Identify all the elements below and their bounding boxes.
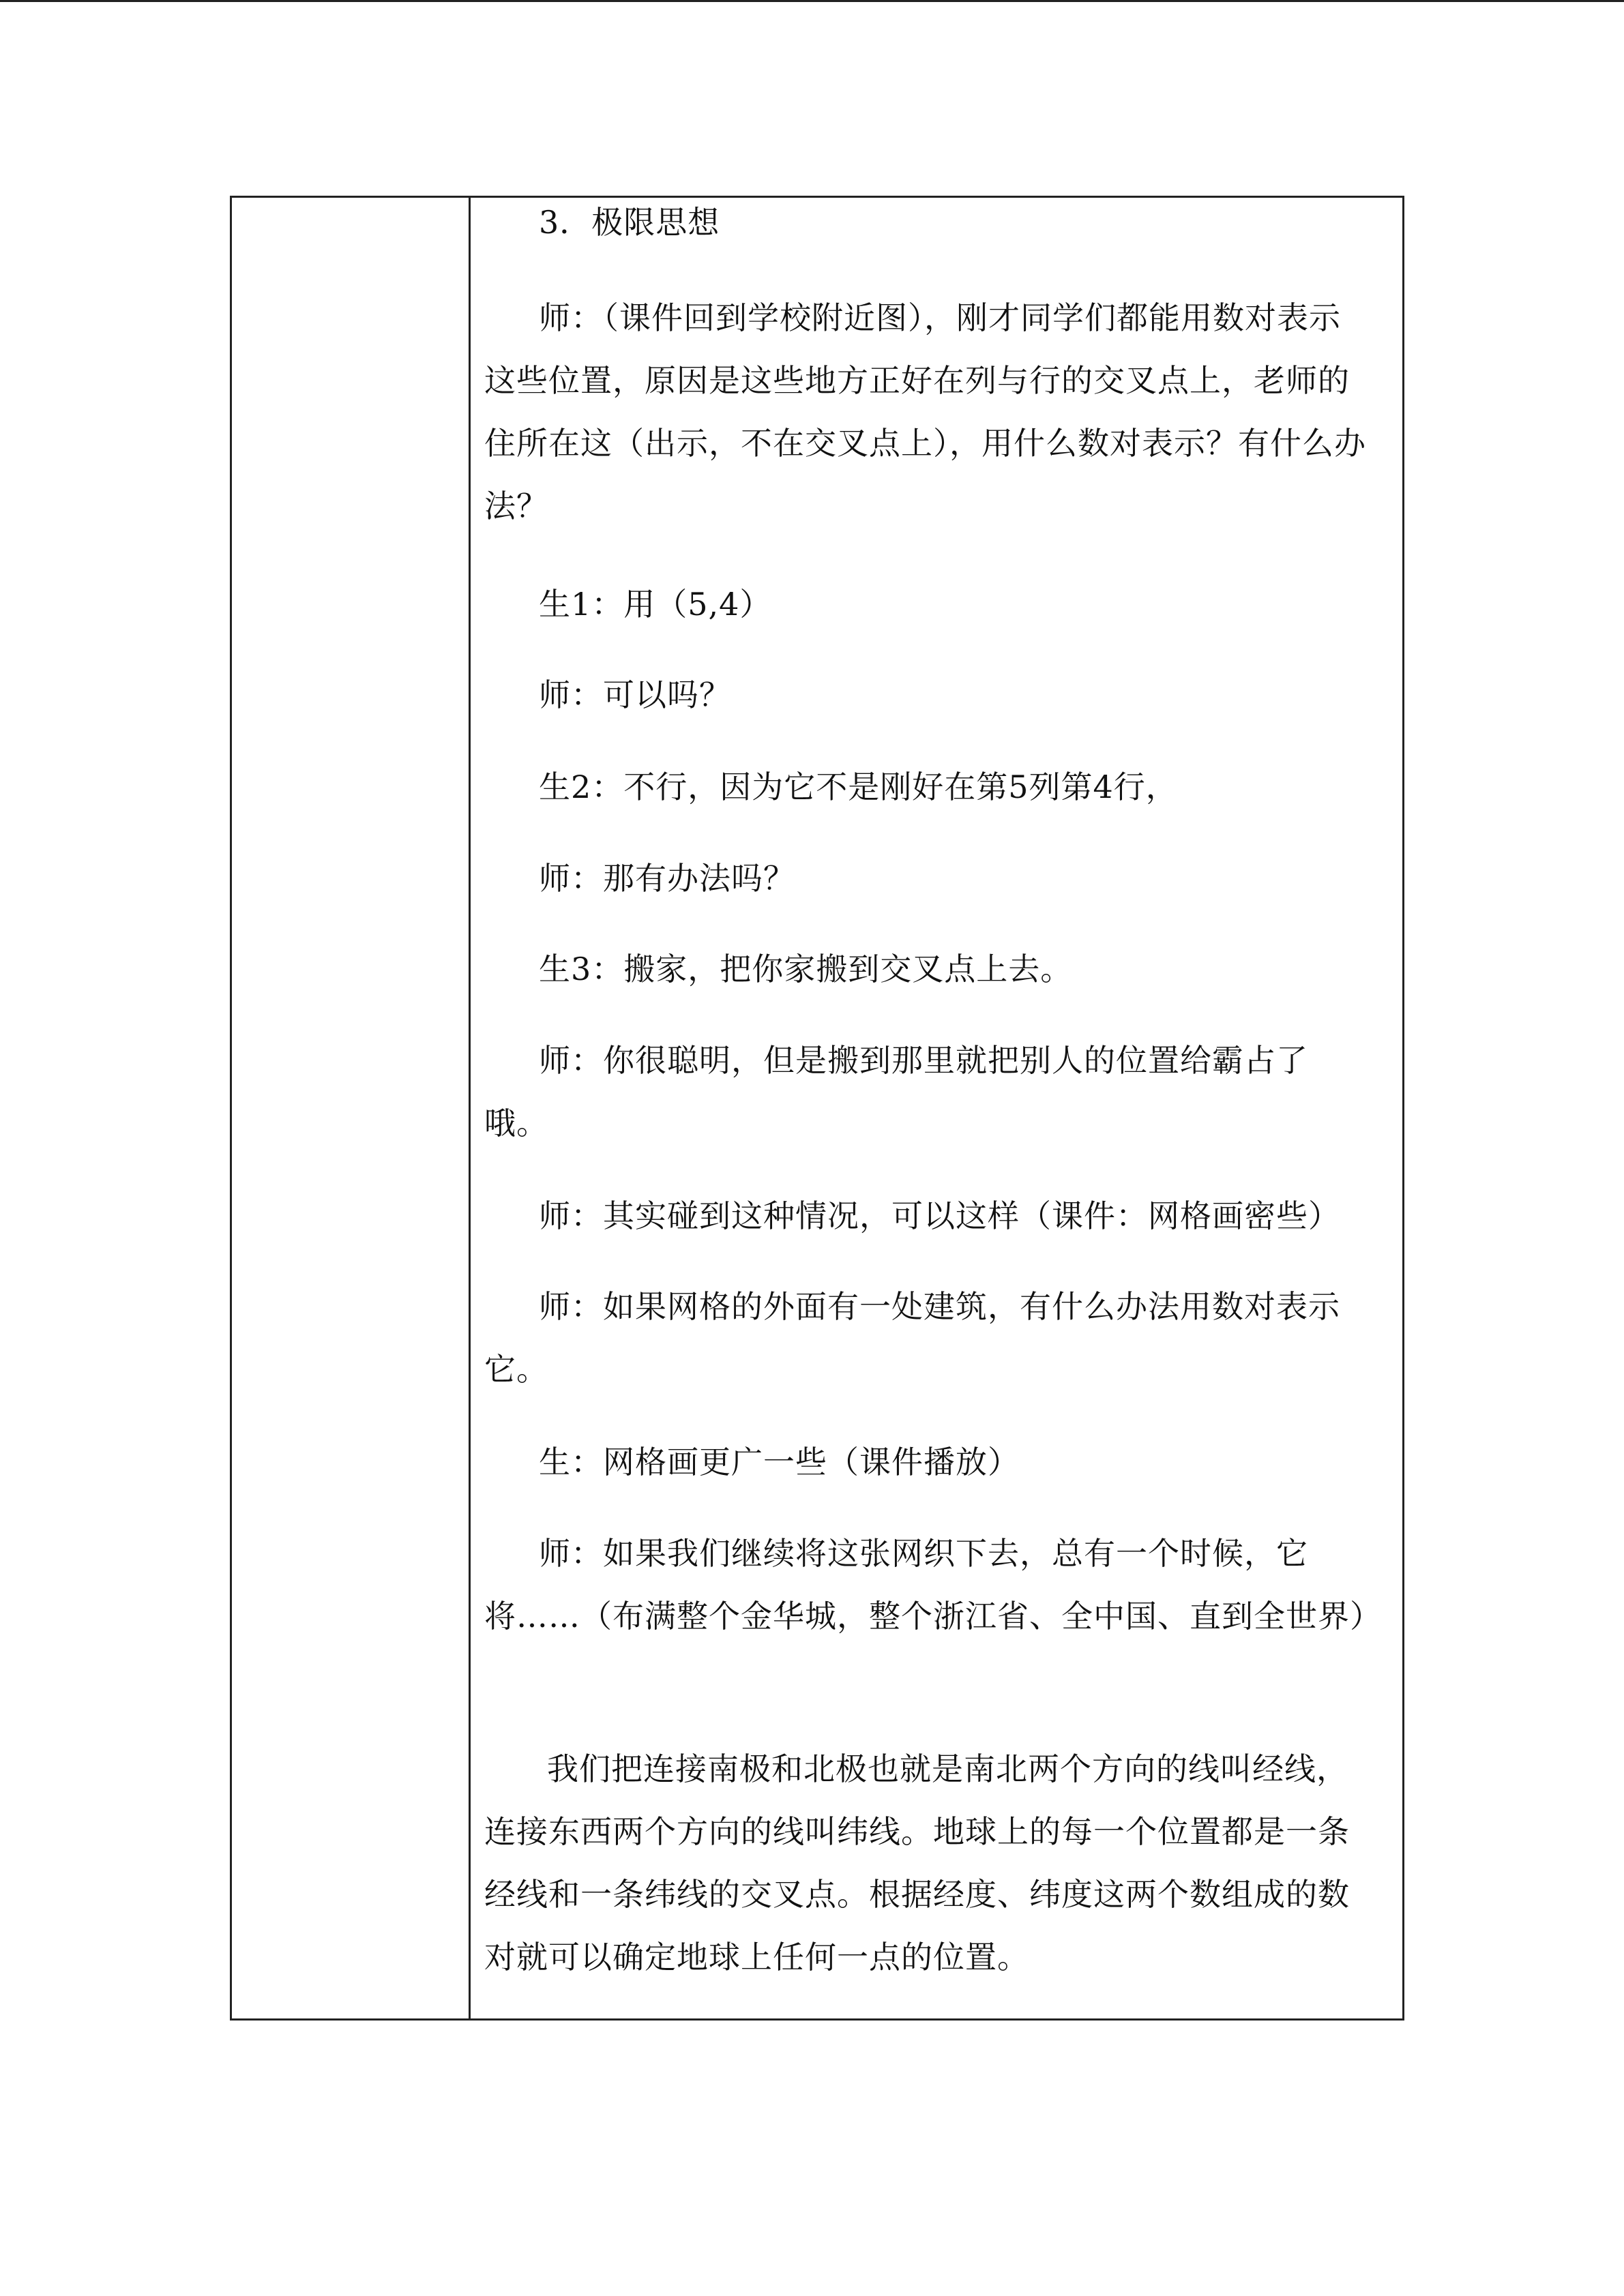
paragraph-teacher-method: 师：那有办法吗？ xyxy=(539,860,795,897)
lesson-table xyxy=(230,196,1404,2021)
page-top-border xyxy=(0,0,1624,2)
table-content-column xyxy=(471,198,1402,2018)
paragraph-longitude-latitude: 我们把连接南极和北极也就是南北两个方向的线叫经线，连接东西两个方向的线叫纬线。地球上的每一个位置都是一条经线和一条纬线的交叉点。根据经度、纬度这两个数组成的数对就可以确定地球上任何一点的位置。 xyxy=(484,1750,1350,1976)
paragraph-teacher-continue: 师：如果我们继续将这张网织下去，总有一个时候，它将……（布满整个金华城，整个浙江省、全中国、直到全世界） xyxy=(484,1535,1382,1635)
paragraph-teacher-can: 师：可以吗？ xyxy=(539,676,731,713)
paragraph-teacher-grid-dense: 师：其实碰到这种情况，可以这样（课件：网格画密些） xyxy=(539,1197,1340,1234)
paragraph-teacher-smart: 师：你很聪明，但是搬到那里就把别人的位置给霸占了哦。 xyxy=(484,1042,1308,1142)
paragraph-student-wider: 生：网格画更广一些（课件播放） xyxy=(539,1444,1020,1480)
table-left-column xyxy=(232,198,471,2018)
paragraph-teacher-question: 师：（课件回到学校附近图），刚才同学们都能用数对表示这些位置，原因是这些地方正好在列与行的交叉点上，老师的住所在这（出示，不在交叉点上），用什么数对表示？有什么办法？ xyxy=(484,299,1366,524)
paragraph-teacher-outside: 师：如果网格的外面有一处建筑，有什么办法用数对表示它。 xyxy=(484,1288,1340,1388)
section-heading: 3．极限思想 xyxy=(539,204,720,241)
paragraph-student-1: 生1：用（5,4） xyxy=(539,586,772,623)
paragraph-student-3: 生3：搬家，把你家搬到交叉点上去。 xyxy=(539,951,1073,987)
paragraph-student-2: 生2：不行，因为它不是刚好在第5列第4行， xyxy=(539,769,1178,805)
